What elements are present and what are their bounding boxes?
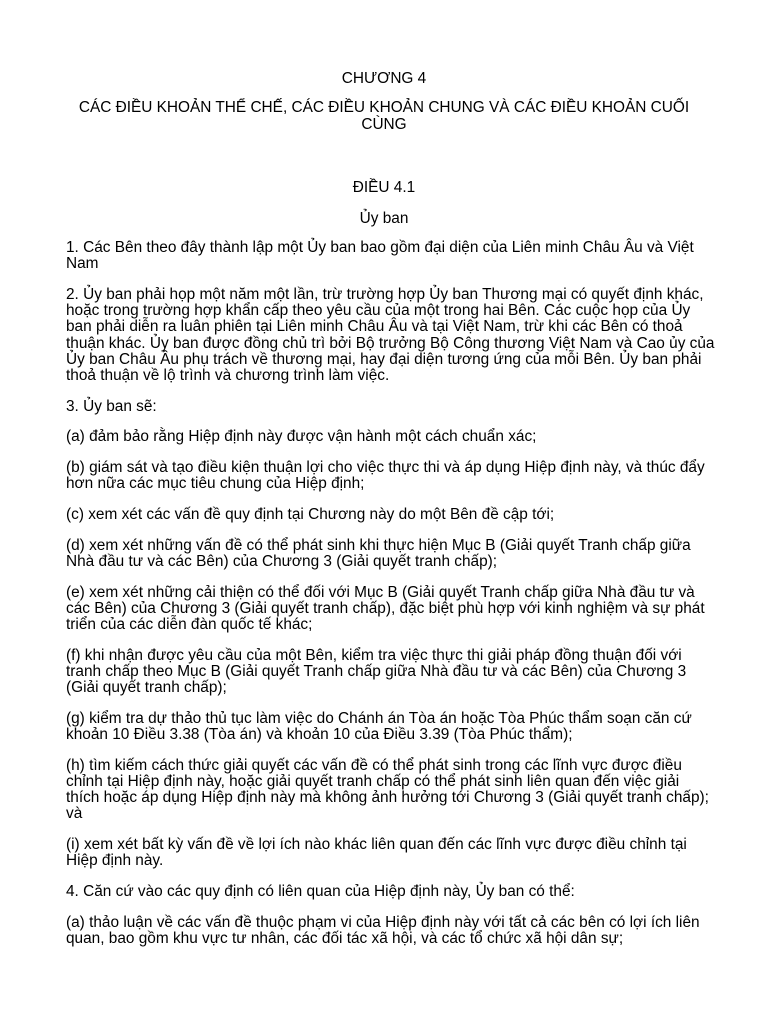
paragraph-3g: (g) kiểm tra dự thảo thủ tục làm việc do Chánh án Tòa án hoặc Tòa Phúc thẩm soạn căn cứ khoản 10 Điều 3.38 (Tòa án) và khoản 10 của Điều 3.39 (Tòa Phúc thẩm);: [66, 709, 692, 743]
paragraph-2: 2. Ủy ban phải họp một năm một lần, trừ trường hợp Ủy ban Thương mại có quyết định khác, hoặc trong trường hợp khẩn cấp theo yêu cầu của một trong hai Bên. Các cuộc họp của Ủy ban phải diễn ra luân phiên tại Liên minh Châu Âu và tại Việt Nam, trừ khi các Bên có thoả thuận khác. Ủy ban được đồng chủ trì bởi Bộ trưởng Bộ Công thương Việt Nam và Cao ủy của Ủy ban Châu Âu phụ trách về thương mại, hay đại diện tương ứng của mỗi Bên. Ủy ban phải thoả thuận về lộ trình và chương trình làm việc.: [66, 285, 715, 384]
paragraph-4a: (a) thảo luận về các vấn đề thuộc phạm vi của Hiệp định này với tất cả các bên có lợi ích liên quan, bao gồm khu vực tư nhân, các đối tác xã hội, và các tổ chức xã hội dân sự;: [66, 913, 700, 947]
article-title: Ủy ban: [359, 210, 409, 227]
paragraph-3d: (d) xem xét những vấn đề có thể phát sinh khi thực hiện Mục B (Giải quyết Tranh chấp giữa Nhà đầu tư và các Bên) của Chương 3 (Giải quyết tranh chấp);: [66, 536, 691, 570]
paragraph-3f: (f) khi nhận được yêu cầu của một Bên, kiểm tra việc thực thi giải pháp đồng thuận đối với tranh chấp theo Mục B (Giải quyết Tranh chấp giữa Nhà đầu tư và các Bên) của Chương 3 (Giải quyết tranh chấp);: [66, 646, 687, 697]
article-number: ĐIỀU 4.1: [352, 179, 416, 196]
paragraph-3h: (h) tìm kiếm cách thức giải quyết các vấn đề có thể phát sinh trong các lĩnh vực được điều chỉnh tại Hiệp định này, hoặc giải quyết tranh chấp có thể phát sinh liên quan đến việc giải thích hoặc áp dụng Hiệp định này mà không ảnh hưởng tới Chương 3 (Giải quyết tranh chấp); và: [66, 756, 709, 823]
paragraph-3i: (i) xem xét bất kỳ vấn đề về lợi ích nào khác liên quan đến các lĩnh vực được điều chỉnh tại Hiệp định này.: [66, 835, 687, 870]
paragraph-1: 1. Các Bên theo đây thành lập một Ủy ban bao gồm đại diện của Liên minh Châu Âu và Việt Nam: [66, 239, 694, 273]
chapter-title: CÁC ĐIỀU KHOẢN THỂ CHẾ, CÁC ĐIỀU KHOẢN CHUNG VÀ CÁC ĐIỀU KHOẢN CUỐI CÙNG: [78, 99, 690, 133]
paragraph-3: 3. Ủy ban sẽ:: [66, 397, 157, 415]
chapter-number: CHƯƠNG 4: [341, 70, 427, 87]
paragraph-3c: (c) xem xét các vấn đề quy định tại Chương này do một Bên đề cập tới;: [66, 505, 555, 523]
paragraph-4: 4. Căn cứ vào các quy định có liên quan của Hiệp định này, Ủy ban có thể:: [66, 882, 575, 900]
paragraph-3b: (b) giám sát và tạo điều kiện thuận lợi cho việc thực thi và áp dụng Hiệp định này, và thúc đẩy hơn nữa các mục tiêu chung của Hiệp định;: [66, 459, 705, 493]
paragraph-3a: (a) đảm bảo rằng Hiệp định này được vận hành một cách chuẩn xác;: [66, 428, 537, 446]
paragraph-3e: (e) xem xét những cải thiện có thể đối với Mục B (Giải quyết Tranh chấp giữa Nhà đầu tư và các Bên) của Chương 3 (Giải quyết tranh chấp), đặc biệt phù hợp với kinh nghiệm và sự phát triển của các diễn đàn quốc tế khác;: [66, 583, 705, 633]
article-body: [66, 240, 716, 962]
